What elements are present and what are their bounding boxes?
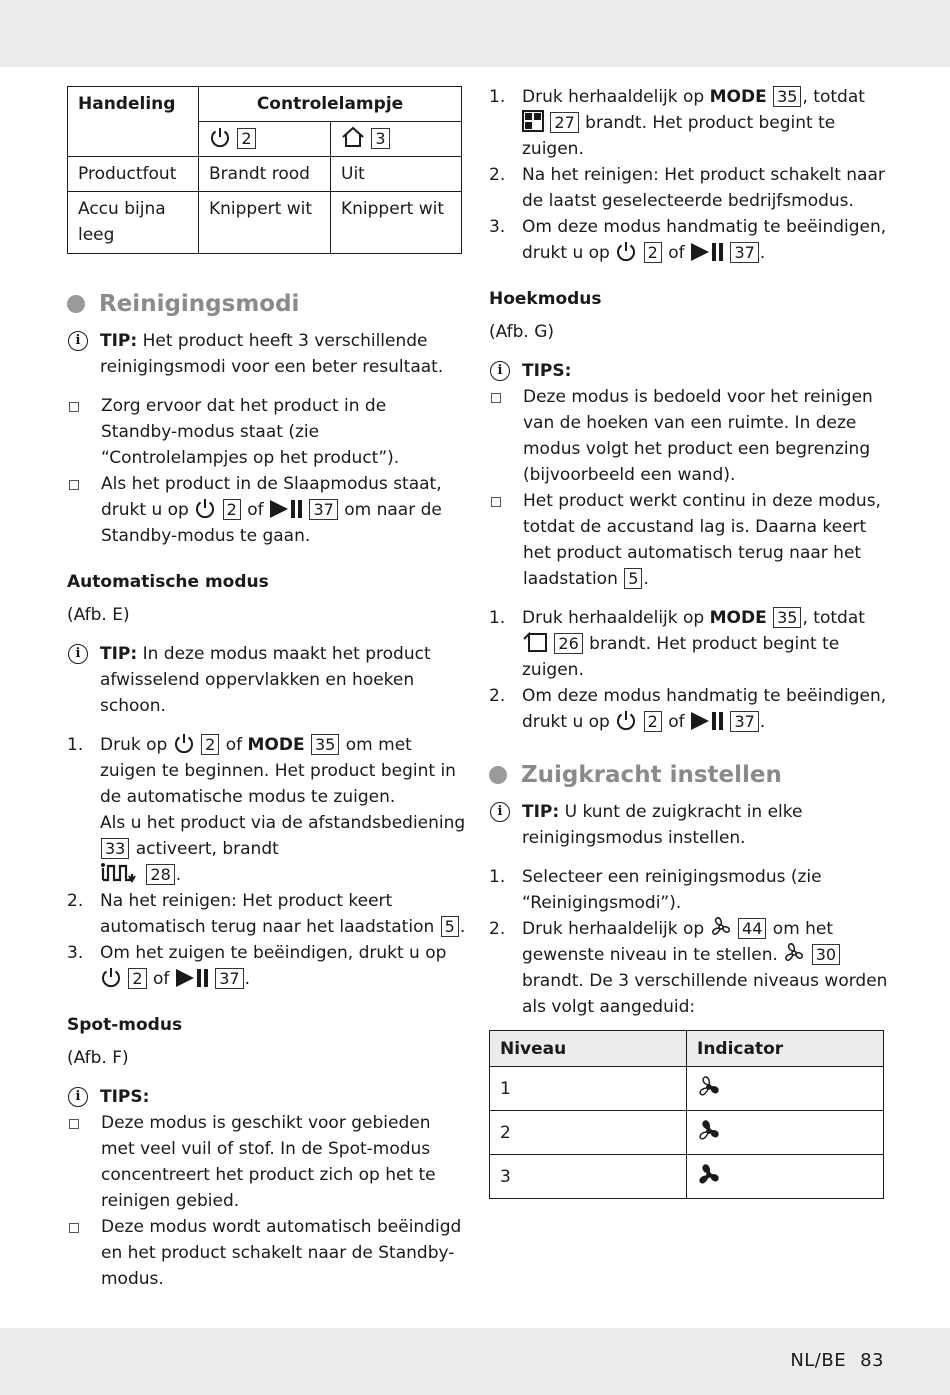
section-title-text: Zuigkracht instellen xyxy=(521,762,782,788)
power-icon xyxy=(194,497,216,519)
ref-number: 2 xyxy=(223,499,241,520)
ref-number: 37 xyxy=(215,968,243,989)
checkbox-square-icon xyxy=(491,497,501,507)
page-number: 83 xyxy=(860,1350,884,1371)
checkbox-square-icon xyxy=(491,393,501,403)
tip xyxy=(67,328,467,380)
header-bar xyxy=(0,0,950,67)
step-number: 1. xyxy=(489,87,506,107)
text: Na het reinigen: Het product keert automatisch terug naar het laadstation xyxy=(100,891,435,937)
ref-number: 35 xyxy=(311,734,339,755)
ref-number: 37 xyxy=(730,711,758,732)
ref-number: 33 xyxy=(101,838,129,859)
text: , totdat xyxy=(802,608,865,628)
ref-number: 26 xyxy=(554,633,582,654)
table-row xyxy=(68,157,462,192)
list-item xyxy=(489,488,889,592)
text: , totdat xyxy=(802,87,865,107)
power-icon xyxy=(615,240,637,262)
text: Druk op xyxy=(100,735,168,755)
text: Druk herhaaldelijk op xyxy=(522,919,705,939)
mode-label: MODE xyxy=(247,735,305,755)
list-item xyxy=(67,393,467,471)
right-column xyxy=(489,84,889,1199)
cell-action: Accu bijna leeg xyxy=(68,192,199,254)
list-item xyxy=(489,605,889,683)
fan-level-3-icon xyxy=(697,1163,721,1187)
list-item xyxy=(489,84,889,162)
text: Het product werkt continu in deze modus, totdat de accustand lag is. Daarna keert het product automatisch terug naar het laadstation xyxy=(523,491,881,589)
cell-lamp1: Brandt rood xyxy=(199,157,331,192)
step-number: 3. xyxy=(67,943,84,963)
section-title xyxy=(67,288,467,320)
text: Om het zuigen te beëindigen, drukt u op xyxy=(100,943,447,963)
ref-number: 35 xyxy=(773,86,801,107)
checkbox-square-icon xyxy=(69,402,79,412)
table-row xyxy=(490,1067,884,1111)
cell-level: 1 xyxy=(490,1067,687,1111)
auto-mode-icon xyxy=(100,862,140,884)
info-icon: i xyxy=(68,644,88,664)
list-item xyxy=(67,732,467,888)
list-item xyxy=(489,384,889,488)
control-lamp-table xyxy=(67,86,462,254)
lamp1-header xyxy=(199,122,331,157)
mode-label: MODE xyxy=(709,608,767,628)
header-lamp: Controlelampje xyxy=(199,87,462,122)
bullet-text: Zorg ervoor dat het product in de Standby-modus staat (zie “Controlelampjes op het product”). xyxy=(101,396,400,468)
step-text: Om het zuigen te beëindigen, drukt u op 2 of 37 . xyxy=(100,943,447,989)
checkbox-square-icon xyxy=(69,1223,79,1233)
tip-label: TIPS: xyxy=(100,1087,150,1107)
mode-label: MODE xyxy=(709,87,767,107)
text: of xyxy=(247,500,264,520)
ref-number: 44 xyxy=(738,918,766,939)
power-icon xyxy=(615,709,637,731)
list-item xyxy=(67,1214,467,1292)
cell-indicator xyxy=(687,1155,884,1199)
step-number: 1. xyxy=(489,867,506,887)
table-row xyxy=(490,1155,884,1199)
step-text xyxy=(522,605,889,683)
home-icon xyxy=(341,126,365,148)
ref-number: 3 xyxy=(371,128,389,149)
play-pause-icon xyxy=(175,968,209,988)
left-column xyxy=(67,86,467,1292)
list-item xyxy=(489,683,889,735)
cell-lamp1: Knippert wit xyxy=(199,192,331,254)
step-number: 2. xyxy=(67,891,84,911)
ref-number: 5 xyxy=(441,916,459,937)
step-text: Druk op 2 of MODE 35 om met zuigen te beginnen. Het product begint in de automatische modus te zuigen. Als u het product via de afstandsbediening 33 activeert, brandt 28 . xyxy=(100,732,467,888)
play-pause-icon xyxy=(269,499,303,519)
info-icon: i xyxy=(68,1087,88,1107)
table-row xyxy=(490,1111,884,1155)
figure-ref: (Afb. F) xyxy=(67,1048,129,1068)
tip-text: U kunt de zuigkracht in elke reinigingsmodus instellen. xyxy=(522,802,803,848)
text: Druk herhaaldelijk op xyxy=(522,608,705,628)
bullet-dot-icon xyxy=(489,766,507,784)
figure-ref: (Afb. G) xyxy=(489,322,555,342)
step-text: Om deze modus handmatig te beëindigen, drukt u op 2 of 37 . xyxy=(522,686,887,732)
section-title xyxy=(489,759,889,791)
ref-number: 2 xyxy=(128,968,146,989)
tip-text: Het product heeft 3 verschillende reinigingsmodi voor een beter resultaat. xyxy=(100,331,444,377)
step-number: 2. xyxy=(489,919,506,939)
checkbox-square-icon xyxy=(69,480,79,490)
header-action: Handeling xyxy=(68,87,199,157)
step-text: Om deze modus handmatig te beëindigen, drukt u op 2 of 37 . xyxy=(522,217,887,263)
step-number: 1. xyxy=(489,608,506,628)
lamp2-header xyxy=(331,122,462,157)
tip-label: TIP: xyxy=(100,331,138,351)
text: activeert, brandt xyxy=(135,839,279,859)
text: brandt. Het product begint te zuigen. xyxy=(522,113,836,159)
ref-number: 5 xyxy=(624,568,642,589)
tip-label: TIP: xyxy=(100,644,138,664)
section-title-text: Reinigingsmodi xyxy=(99,291,300,317)
table-row xyxy=(68,192,462,254)
text: om het gewenste niveau in te stellen. xyxy=(522,919,834,965)
text: Als u het product via de afstandsbediening xyxy=(100,813,466,833)
page-footer xyxy=(776,1350,884,1371)
ref-number: 37 xyxy=(730,242,758,263)
tip xyxy=(67,1084,467,1110)
fan-level-1-icon xyxy=(697,1075,721,1099)
info-icon: i xyxy=(490,361,510,381)
tip-label: TIPS: xyxy=(522,361,572,381)
text: Als het product in de Slaapmodus staat, drukt u op xyxy=(101,474,442,520)
power-icon xyxy=(100,966,122,988)
cell-level: 3 xyxy=(490,1155,687,1199)
list-item xyxy=(489,214,889,266)
step-number: 3. xyxy=(489,217,506,237)
ref-number: 2 xyxy=(644,242,662,263)
corner-mode-icon xyxy=(522,631,548,653)
info-icon: i xyxy=(490,802,510,822)
step-text xyxy=(522,84,889,162)
list-item xyxy=(67,940,467,992)
text: of xyxy=(668,243,685,263)
checkbox-square-icon xyxy=(69,1119,79,1129)
cell-indicator xyxy=(687,1067,884,1111)
fan-outline-icon xyxy=(710,916,732,938)
info-icon: i xyxy=(68,331,88,351)
bullet-text: Deze modus is geschikt voor gebieden met veel vuil of stof. In de Spot-modus concentreert het product zich op het te reinigen gebied. xyxy=(101,1113,436,1211)
ref-number: 2 xyxy=(201,734,219,755)
list-item xyxy=(67,888,467,940)
ref-number: 2 xyxy=(644,711,662,732)
subheading: Automatische modus xyxy=(67,572,269,592)
ref-number: 28 xyxy=(146,864,174,885)
bullet-dot-icon xyxy=(67,295,85,313)
text: om met zuigen te beginnen. Het product begint in de automatische modus te zuigen. xyxy=(100,735,456,807)
step-number: 1. xyxy=(67,735,84,755)
play-pause-icon xyxy=(690,711,724,731)
ref-number: 2 xyxy=(237,128,255,149)
bullet-text: Deze modus is bedoeld voor het reinigen van de hoeken van een ruimte. In deze modus volgt het product een begrenzing (bijvoorbeeld een wand). xyxy=(523,387,873,485)
ref-number: 30 xyxy=(812,944,840,965)
figure-ref: (Afb. E) xyxy=(67,605,130,625)
power-icon xyxy=(173,732,195,754)
bullet-text: Het product werkt continu in deze modus, totdat de accustand lag is. Daarna keert het product automatisch terug naar het laadstation 5 . xyxy=(523,491,881,589)
list-item xyxy=(67,1110,467,1214)
cell-action: Productfout xyxy=(68,157,199,192)
language-code: NL/BE xyxy=(790,1350,847,1371)
tip-label: TIP: xyxy=(522,802,560,822)
fan-level-2-icon xyxy=(697,1119,721,1143)
bullet-text xyxy=(101,471,467,549)
text: Om deze modus handmatig te beëindigen, drukt u op xyxy=(522,217,887,263)
text: of xyxy=(225,735,243,755)
header-level: Niveau xyxy=(490,1031,687,1067)
text: Druk herhaaldelijk op xyxy=(522,87,705,107)
ref-number: 37 xyxy=(309,499,337,520)
list-item xyxy=(489,162,889,214)
ref-number: 27 xyxy=(550,112,578,133)
text: brandt. De 3 verschillende niveaus worden als volgt aangeduid: xyxy=(522,971,888,1017)
list-item xyxy=(489,916,889,1020)
subheading: Spot-modus xyxy=(67,1015,183,1035)
step-text: Na het reinigen: Het product keert automatisch terug naar het laadstation 5 . xyxy=(100,891,466,937)
power-icon xyxy=(209,126,231,148)
cell-indicator xyxy=(687,1111,884,1155)
step-text: Selecteer een reinigingsmodus (zie “Reinigingsmodi”). xyxy=(522,867,822,913)
tip xyxy=(67,641,467,719)
step-number: 2. xyxy=(489,686,506,706)
header-indicator: Indicator xyxy=(687,1031,884,1067)
list-item xyxy=(489,864,889,916)
text: of xyxy=(153,969,170,989)
tip xyxy=(489,358,889,384)
suction-level-table xyxy=(489,1030,884,1199)
tip-text: In deze modus maakt het product afwisselend oppervlakken en hoeken schoon. xyxy=(100,644,431,716)
subheading: Hoekmodus xyxy=(489,289,602,309)
spot-mode-icon xyxy=(522,110,544,132)
text: brandt. Het product begint te zuigen. xyxy=(522,634,840,680)
step-number: 2. xyxy=(489,165,506,185)
step-text: Na het reinigen: Het product schakelt naar de laatst geselecteerde bedrijfsmodus. xyxy=(522,165,885,211)
cell-level: 2 xyxy=(490,1111,687,1155)
fan-outline-icon xyxy=(783,942,805,964)
text: Om deze modus handmatig te beëindigen, drukt u op xyxy=(522,686,887,732)
text: om naar de Standby-modus te gaan. xyxy=(101,500,442,546)
list-item xyxy=(67,471,467,549)
cell-lamp2: Uit xyxy=(331,157,462,192)
play-pause-icon xyxy=(690,242,724,262)
text: of xyxy=(668,712,685,732)
bullet-text: Deze modus wordt automatisch beëindigd en het product schakelt naar de Standby-modus. xyxy=(101,1217,462,1289)
step-text xyxy=(522,916,889,1020)
cell-lamp2: Knippert wit xyxy=(331,192,462,254)
ref-number: 35 xyxy=(773,607,801,628)
tip xyxy=(489,799,889,851)
